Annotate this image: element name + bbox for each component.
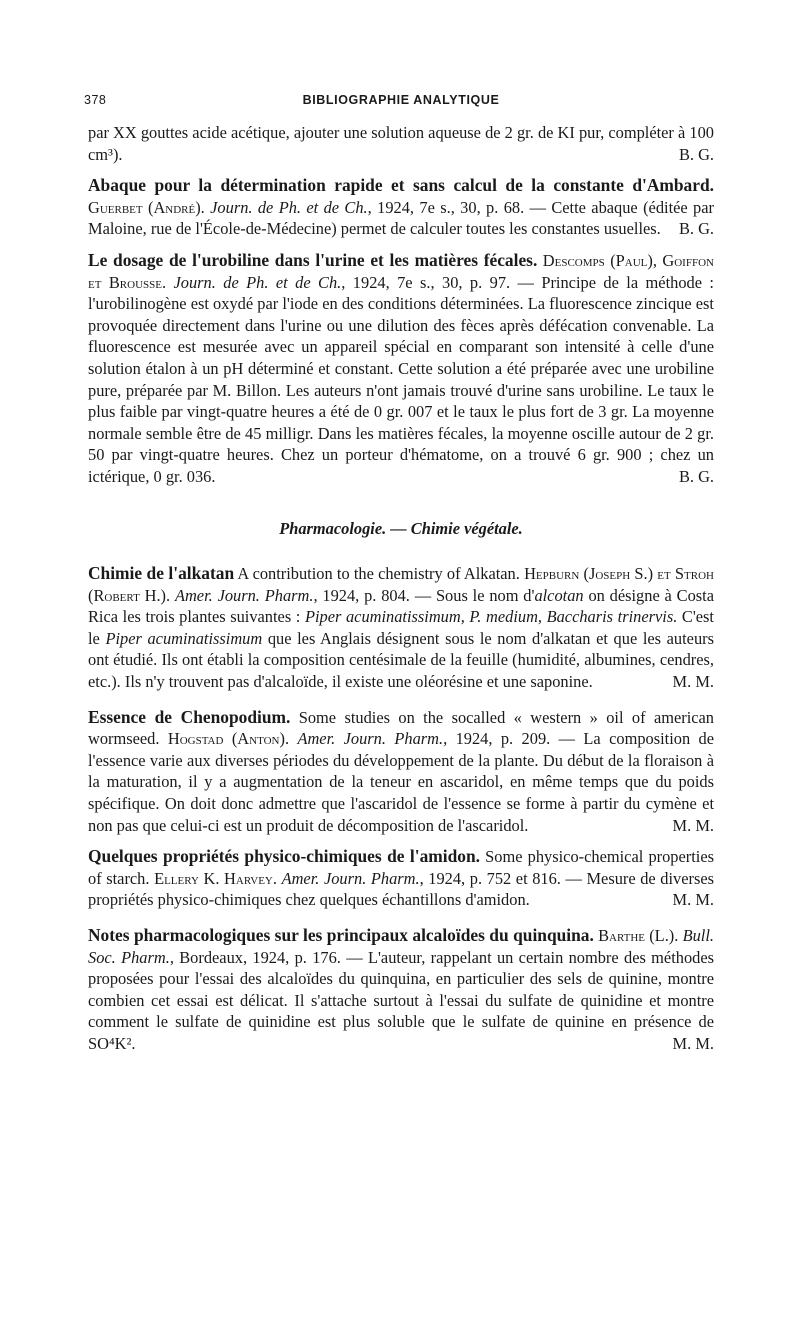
entry-reference: , 1924, p. 209. — La composition de l'essence varie aux diverses périodes du développement de la plante. Du début de la floraison à la maturation, il y a augmentation de la teneur en ascaridol, en même temps que du poids spécifique. On doit donc admettre que l'ascaridol de l'essence se forme à partir du cymène et non pas que celui-ci est un produit de décomposition de l'ascaridol.: [88, 729, 715, 835]
entry-journal: Amer. Journ. Pharm.: [281, 868, 420, 888]
entry-author: Ellery K. Harvey.: [154, 868, 277, 888]
entry-signature: M. M.: [672, 815, 714, 835]
entry-signature: M. M.: [672, 1033, 714, 1053]
entry-journal: Amer. Journ. Pharm.: [174, 585, 314, 605]
entry-title: Notes pharmacologiques sur les principaux alcaloïdes du quinquina.: [88, 925, 594, 945]
entry-author: Barthe (L.).: [598, 926, 679, 945]
entry-reference: , 1924, p. 804. — Sous le nom d': [313, 585, 535, 605]
entry-title: Essence de Chenopodium.: [88, 706, 291, 727]
entry-reference: , 1924, 7e s., 30, p. 68. — Cette abaque (éditée par Maloine, rue de l'École-de-Médecine) permet de calculer toutes les constantes usuelles.: [88, 197, 714, 239]
entry-quinquina: [88, 925, 714, 1055]
entry-journal: Journ. de Ph. et de Ch.: [173, 272, 342, 292]
entry-term: alcotan: [534, 585, 584, 605]
running-title: BIBLIOGRAPHIE ANALYTIQUE: [302, 93, 500, 107]
entry-signature: M. M.: [672, 890, 714, 910]
entry-signature: M. M.: [672, 672, 714, 692]
entry-reference: , 1924, 7e s., 30, p. 97. — Principe de la méthode : l'urobilinogène est oxydé par l'iode en des conditions déterminées. La fluorescence zincique est provoquée directement dans l'urine ou une dilution des fèces après défécation convenable. La fluorescence est mesurée avec un appareil spécial en comparant son intensité à celle d'une solution étalon à un pH déterminé et constant. Cette solution a été préparée avec une urobiline pure, préparée par M. Billon. Les auteurs n'ont jamais trouvé d'urine sans urobiline. Le taux le plus faible par vingt-quatre heures a été de 0 gr. 007 et le taux le plus fort de 3 gr. La moyenne normale semble être de 45 milligr. Dans les matières fécales, la moyenne oscille autour de 2 gr. 50 par vingt-quatre heures. Chez un porteur d'hématome, on a trouvé 6 gr. 900 ; chez un ictérique, 0 gr. 036.: [88, 272, 714, 486]
entry-author: Descomps (Paul), Goiffon et Brousse.: [88, 250, 714, 292]
entry-chenopodium: [88, 707, 714, 837]
entry-alkatan: [88, 563, 714, 693]
page-number: 378: [84, 93, 107, 107]
entry-reference-cont: que les Anglais désignent sous le nom d'alkatan et que les auteurs ont étudié. Ils ont établi la composition centésimale de la feuille (humidité, albumines, cendres, etc.). Ils n'y trouvent pas d'alcaloïde, il existe une oléorésine et une saponine.: [88, 628, 714, 692]
page-header: [84, 88, 714, 108]
entry-reference: , 1924, p. 752 et 816. — Mesure de diverses propriétés physico-chimiques chez quelques échantillons d'amidon.: [88, 868, 714, 910]
section-heading: Pharmacologie. — Chimie végétale.: [279, 518, 523, 538]
entry-english-title: A contribution to the chemistry of Alkatan.: [234, 564, 520, 584]
entry-reference-cont: on désigne à Costa Rica les trois plantes suivantes :: [88, 585, 714, 627]
entry-title: Quelques propriétés physico-chimiques de l'amidon.: [88, 846, 480, 867]
entry-urobiline: [88, 250, 714, 488]
entry-species: Piper acuminatissimum: [105, 628, 263, 648]
entry-amidon: [88, 846, 714, 911]
entry-journal: Journ. de Ph. et de Ch.: [210, 197, 368, 217]
entry-text: par XX gouttes acide acétique, ajouter une solution aqueuse de 2 gr. de KI pur, compléter à 100 cm³).: [88, 123, 714, 164]
entry-reference-cont: C'est le: [88, 607, 714, 648]
entry-plants: Piper acuminatissimum, P. medium, Baccharis trinervis.: [304, 607, 678, 627]
entry-english-title: Some physico-chemical properties of starch.: [88, 847, 714, 888]
entry-reference: , Bordeaux, 1924, p. 176. — L'auteur, rappelant un certain nombre des méthodes proposées pour l'essai des alcaloïdes du quinquina, en particulier des sels de quinine, montre combien cet essai est délicat. Il s'attache surtout à l'essai du sulfate de quinidine et montre comment le sulfate de quinidine est plus soluble que le sulfate de quinine en présence de SO⁴K².: [88, 947, 714, 1053]
entry-title: Chimie de l'alkatan: [88, 563, 235, 584]
entry-title: Abaque pour la détermination rapide et sans calcul de la constante d'Ambard.: [88, 175, 714, 196]
entry-signature: B. G.: [678, 466, 714, 486]
entry-journal: Bull. Soc. Pharm.: [88, 926, 714, 967]
entry-english-title: Some studies on the socalled « western » oil of american wormseed.: [88, 707, 715, 749]
entry-abaque: [88, 175, 714, 240]
entry-signature: B. G.: [678, 219, 714, 239]
entry-signature: B. G.: [678, 144, 714, 164]
entry-author: Hepburn (Joseph S.) et Stroh (Robert H.).: [88, 564, 714, 605]
entry-journal: Amer. Journ. Pharm.: [297, 729, 444, 749]
page: [84, 88, 715, 1055]
entry-author: Guerbet (André).: [88, 197, 205, 217]
entry-continuation: [88, 122, 714, 165]
entry-title: Le dosage de l'urobiline dans l'urine et les matières fécales.: [88, 249, 538, 270]
entry-author: Hogstad (Anton).: [167, 729, 290, 749]
